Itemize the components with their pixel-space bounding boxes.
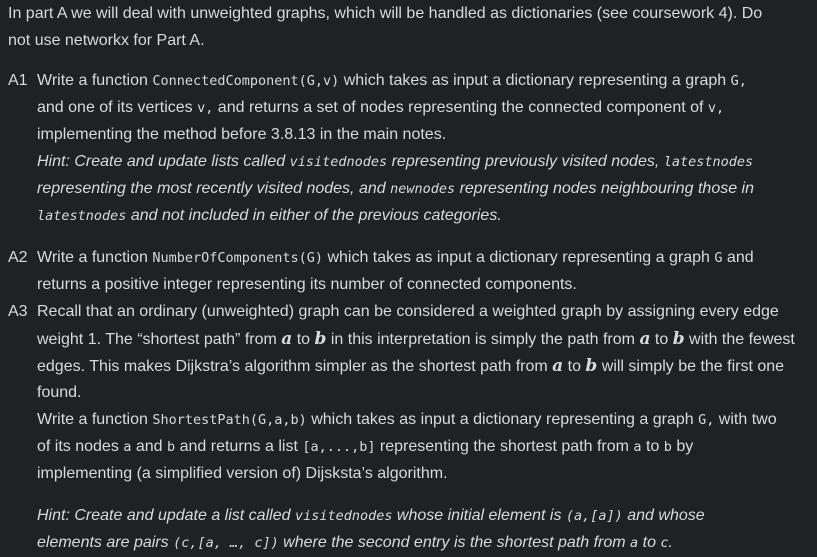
a1-line-1: Write a function ConnectedComponent(G,v) which takes as input a dictionary representing a graph G, xyxy=(37,72,747,89)
a2-line-2: returns a positive integer representing its number of connected components. xyxy=(37,276,577,293)
intro-line-1: In part A we will deal with unweighted graphs, which will be handled as dictionaries (see coursework 4). Do xyxy=(8,5,763,22)
a3-line-6: of its nodes a and b and returns a list [a,...,b] representing the shortest path from a to b by xyxy=(37,438,694,455)
a1-line-2: and one of its vertices v, and returns a set of nodes representing the connected component of v, xyxy=(37,99,725,116)
a3-line-2: weight 1. The “shortest path” from a to b in this interpretation is simply the path from a to b with the fewest xyxy=(37,329,795,349)
a1-hint-line-2: representing the most recently visited nodes, and newnodes representing nodes neighbouring those in xyxy=(37,180,755,197)
a3-line-3: edges. This makes Dijkstra’s algorithm simpler as the shortest path from a to b will simply be the first one xyxy=(37,356,785,376)
a1-hint-line-1: Hint: Create and update lists called visitednodes representing previously visited nodes, latestnodes xyxy=(37,153,754,170)
a1-label: A1 xyxy=(8,72,28,89)
a3-hint-line-2: elements are pairs (c,[a, …, c]) where the second entry is the shortest path from a to c. xyxy=(37,534,673,551)
a1-hint-line-3: latestnodes and not included in either of the previous categories. xyxy=(37,207,502,224)
code-function-name: ConnectedComponent(G,v) xyxy=(152,73,340,89)
a1-line-3: implementing the method before 3.8.13 in the main notes. xyxy=(37,126,447,143)
a3-hint-line-1: Hint: Create and update a list called visitednodes whose initial element is (a,[a]) and whose xyxy=(37,507,705,524)
a3-line-5: Write a function ShortestPath(G,a,b) which takes as input a dictionary representing a graph G, with two xyxy=(37,411,777,428)
intro-line-2: not use networkx for Part A. xyxy=(8,32,205,49)
a3-label: A3 xyxy=(8,303,28,320)
a3-line-7: implementing (a simplified version of) Dijsksta’s algorithm. xyxy=(37,465,448,482)
a3-line-4: found. xyxy=(37,384,82,401)
a2-line-1: Write a function NumberOfComponents(G) which takes as input a dictionary representing a graph G and xyxy=(37,249,754,266)
a3-line-1: Recall that an ordinary (unweighted) graph can be considered a weighted graph by assigning every edge xyxy=(37,303,779,320)
a2-label: A2 xyxy=(8,249,28,266)
